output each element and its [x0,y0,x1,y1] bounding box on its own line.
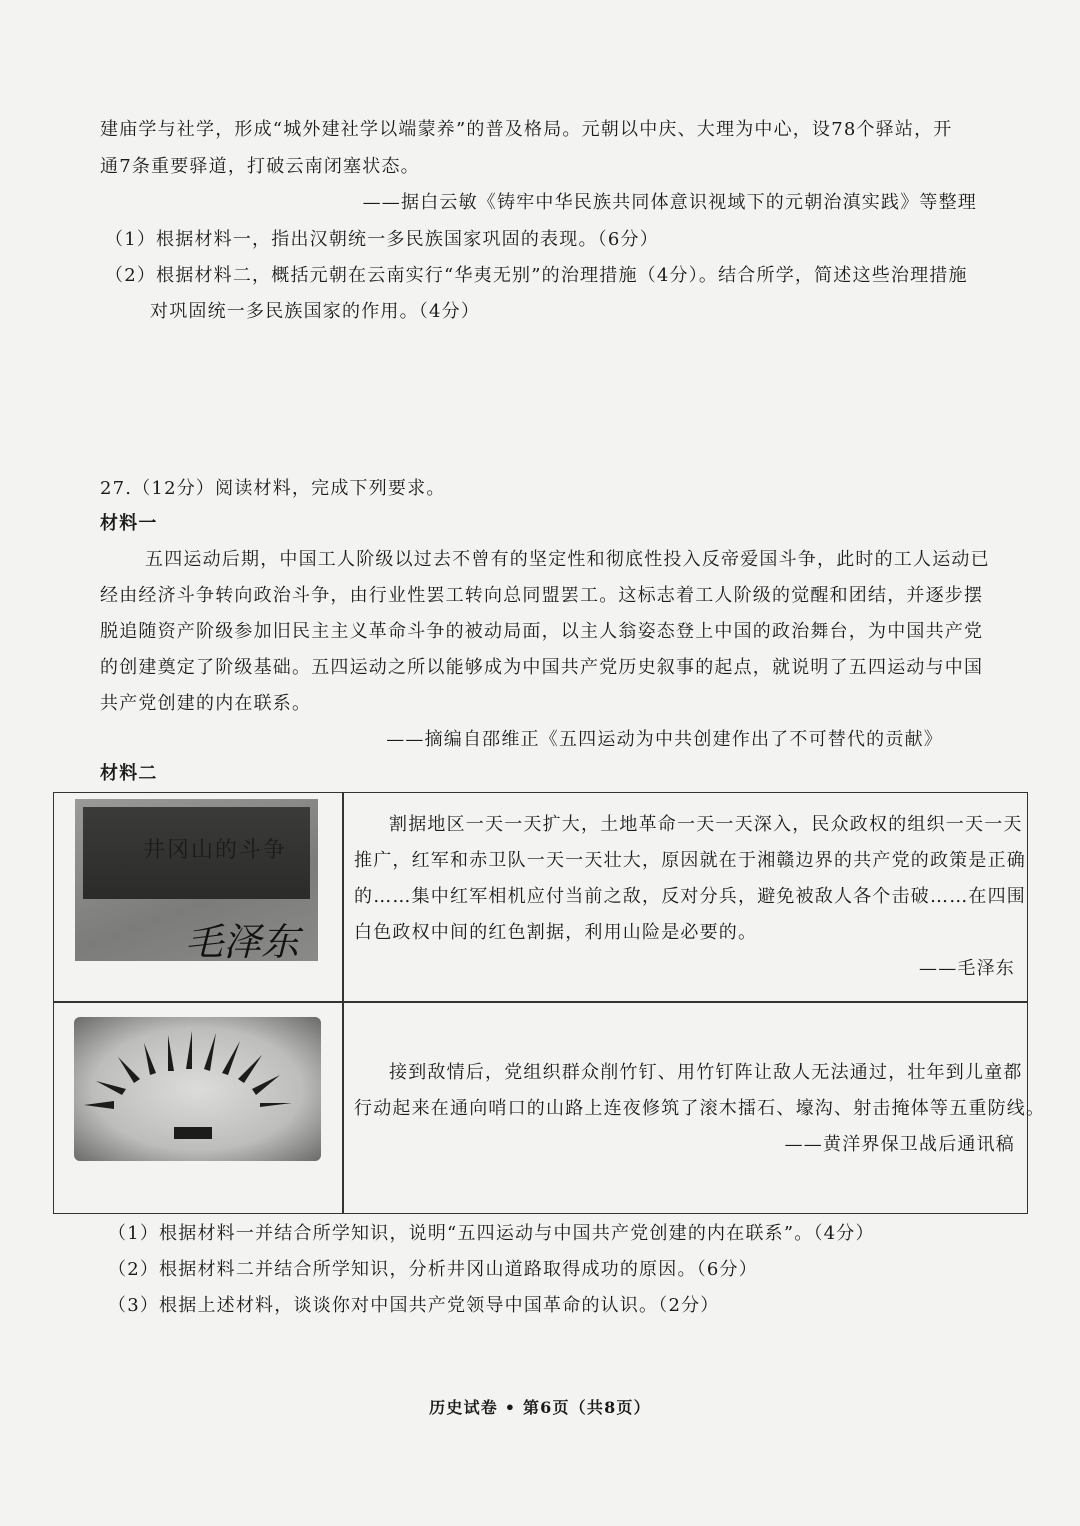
top-question-2-line-2: 对巩固统一多民族国家的作用。（4分） [150,301,481,322]
jinggangshan-plaque-photo [75,799,318,964]
q27-question-3: （3）根据上述材料，谈谈你对中国共产党领导中国革命的认识。（2分） [108,1295,720,1316]
material-1-source: ——摘编自邵维正《五四运动为中共创建作出了不可替代的贡献》 [386,729,943,750]
q27-question-2: （2）根据材料二并结合所学知识，分析井冈山道路取得成功的原因。（6分） [108,1259,758,1280]
material-1-line-2: 经由经济斗争转向政治斗争，由行业性罢工转向总同盟罢工。这标志着工人阶级的觉醒和团结，并逐步摆 [100,585,984,606]
top-source: ——据白云敏《铸牢中华民族共同体意识视域下的元朝治滇实践》等整理 [362,192,977,213]
plaque-title: 井冈山的斗争 [143,838,288,863]
top-line-1: 建庙学与社学，形成“城外建社学以端蒙养”的普及格局。元朝以中庆、大理为中心，设78个驿站，开 [100,119,953,140]
material-1-line-3: 脱追随资产阶级参加旧民主主义革命斗争的被动局面，以主人翁姿态登上中国的政治舞台，为中国共产党 [100,621,984,642]
material-1-line-1: 五四运动后期，中国工人阶级以过去不曾有的坚定性和彻底性投入反帝爱国斗争，此时的工人运动已 [145,549,990,570]
row-2-line-1: 接到敌情后，党组织群众削竹钉、用竹钉阵让敌人无法通过，壮年到儿童都 [389,1062,1023,1083]
material-1-label: 材料一 [100,513,158,534]
bamboo-spikes-icon [74,1017,321,1161]
page-footer: 历史试卷 • 第6页（共8页） [429,1398,651,1417]
row-1-line-4: 白色政权中间的红色割据，利用山险是必要的。 [354,922,758,943]
material-1-line-5: 共产党创建的内在联系。 [100,693,312,714]
bamboo-spike-artwork-photo [74,1017,321,1161]
row-1-line-2: 推广，红军和赤卫队一天一天壮大，原因就在于湘赣边界的共产党的政策是正确 [354,850,1026,871]
table-divider-horizontal [54,1001,1027,1003]
table-divider-vertical [342,793,344,1213]
top-question-2-line-1: （2）根据材料二，概括元朝在云南实行“华夷无别”的治理措施（4分）。结合所学，简述这些治理措施 [105,265,968,286]
material-2-table [53,792,1046,1214]
row-2-source: ——黄洋界保卫战后通讯稿 [784,1134,1015,1155]
top-line-2: 通7条重要驿道，打破云南闭塞状态。 [100,156,420,177]
row-2-line-2: 行动起来在通向哨口的山路上连夜修筑了滚木擂石、壕沟、射击掩体等五重防线。 [354,1098,1046,1119]
plaque-panel [83,807,310,899]
material-2-label: 材料二 [100,763,158,784]
q27-heading: 27.（12分）阅读材料，完成下列要求。 [100,478,446,499]
row-1-line-1: 割据地区一天一天扩大，土地革命一天一天深入，民众政权的组织一天一天 [389,814,1023,835]
top-question-1: （1）根据材料一，指出汉朝统一多民族国家巩固的表现。（6分） [105,229,659,250]
row-1-source: ——毛泽东 [919,958,1015,979]
row-1-line-3: 的……集中红军相机应付当前之敌，反对分兵，避免被敌人各个击破……在四围 [354,886,1026,907]
q27-question-1: （1）根据材料一并结合所学知识，说明“五四运动与中国共产党创建的内在联系”。（4分） [108,1223,875,1244]
mao-signature: 毛泽东 [185,920,300,964]
material-1-line-4: 的创建奠定了阶级基础。五四运动之所以能够成为中国共产党历史叙事的起点，就说明了五四运动与中国 [100,657,984,678]
